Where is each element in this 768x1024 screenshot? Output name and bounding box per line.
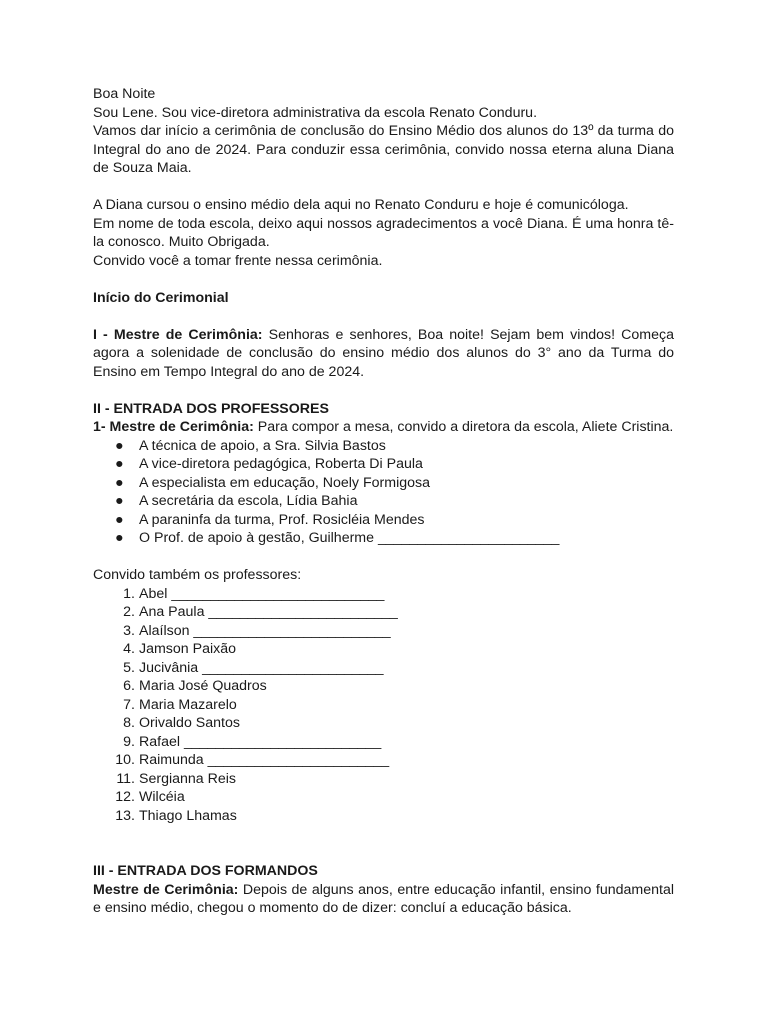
list-item: 4. Jamson Paixão — [123, 641, 236, 657]
list-item: 9. Rafael _________________________ — [123, 733, 382, 750]
list-item: 13. Thiago Lhamas — [115, 807, 237, 824]
cerimonial-title: Início do Cerimonial — [93, 289, 229, 306]
bullet-icon: ● — [115, 511, 124, 528]
section-1-label: I - Mestre de Cerimônia: — [93, 326, 263, 343]
intro-line-2: Vamos dar início a cerimônia de conclusão do Ensino Médio dos alunos do 13º da turma do Integral do ano de 2024. Para conduzir essa cerimônia, convido nossa eterna aluna Diana de Souza Maia. — [93, 123, 674, 176]
bullet-icon: ● — [115, 493, 124, 509]
list-item: 10. Raimunda _______________________ — [115, 752, 390, 768]
bullet-icon: ● — [115, 456, 124, 472]
list-item: 2. Ana Paula ________________________ — [123, 604, 398, 620]
intro-line-1: Sou Lene. Sou vice-diretora administrativa da escola Renato Conduru. — [93, 104, 538, 121]
list-item: 6. Maria José Quadros — [123, 678, 267, 694]
list-item: 7. Maria Mazarelo — [123, 696, 237, 713]
section-3-title: III - ENTRADA DOS FORMANDOS — [93, 863, 318, 879]
section-3-text: Depois de alguns anos, entre educação infantil, ensino fundamental e ensino médio, chegou o momento do de dizer: concluí a educação básica. — [93, 881, 674, 916]
list-item: ● A vice-diretora pedagógica, Roberta Di Paula — [115, 456, 423, 472]
list-item: ● A técnica de apoio, a Sra. Silvia Bastos — [115, 437, 386, 454]
section-2-label: 1- Mestre de Cerimônia: — [93, 419, 254, 435]
bullet-icon: ● — [115, 530, 124, 546]
list-item: ● A especialista em educação, Noely Formigosa — [115, 474, 430, 491]
section-2-title: II - ENTRADA DOS PROFESSORES — [93, 400, 329, 417]
bullet-icon: ● — [115, 437, 124, 454]
list-item: 11. Sergianna Reis — [116, 770, 237, 787]
intro-paragraph-2: A Diana cursou o ensino médio dela aqui no Renato Conduru e hoje é comunicóloga. — [93, 197, 629, 213]
list-item: 3. Alaílson _________________________ — [123, 622, 391, 639]
section-2-paragraph — [93, 418, 674, 437]
teachers-invite: Convido também os professores: — [93, 567, 302, 583]
list-item: 5. Jucivânia _______________________ — [123, 659, 384, 676]
section-3-paragraph — [93, 881, 674, 918]
mesa-list — [93, 437, 674, 548]
section-2-text: Para compor a mesa, convido a diretora da escola, Aliete Cristina. — [253, 419, 674, 435]
section-1-paragraph — [93, 326, 674, 382]
teachers-list — [93, 585, 674, 826]
list-item: 8. Orivaldo Santos — [123, 715, 240, 731]
list-item: 12. Wilcéia — [115, 789, 185, 805]
list-item: ● A secretária da escola, Lídia Bahia — [115, 493, 358, 509]
bullet-icon: ● — [115, 474, 124, 491]
list-item: 1. Abel ___________________________ — [123, 585, 385, 602]
list-item: ● O Prof. de apoio à gestão, Guilherme _______________________ — [115, 530, 560, 546]
section-1-text: Senhoras e senhores, Boa noite! Sejam bem vindos! Começa agora a solenidade de conclusão do ensino médio dos alunos do 3° ano da Turma do Ensino em Tempo Integral do ano de 2024. — [93, 326, 674, 380]
intro-paragraph-4: Convido você a tomar frente nessa cerimônia. — [93, 252, 383, 269]
greeting: Boa Noite — [93, 86, 156, 102]
intro-paragraph-3: Em nome de toda escola, deixo aqui nossos agradecimentos a você Diana. É uma honra tê-la conosco. Muito Obrigada. — [93, 215, 674, 250]
list-item: ● A paraninfa da turma, Prof. Rosicléia Mendes — [115, 511, 425, 528]
section-3-label: Mestre de Cerimônia: — [93, 881, 239, 898]
